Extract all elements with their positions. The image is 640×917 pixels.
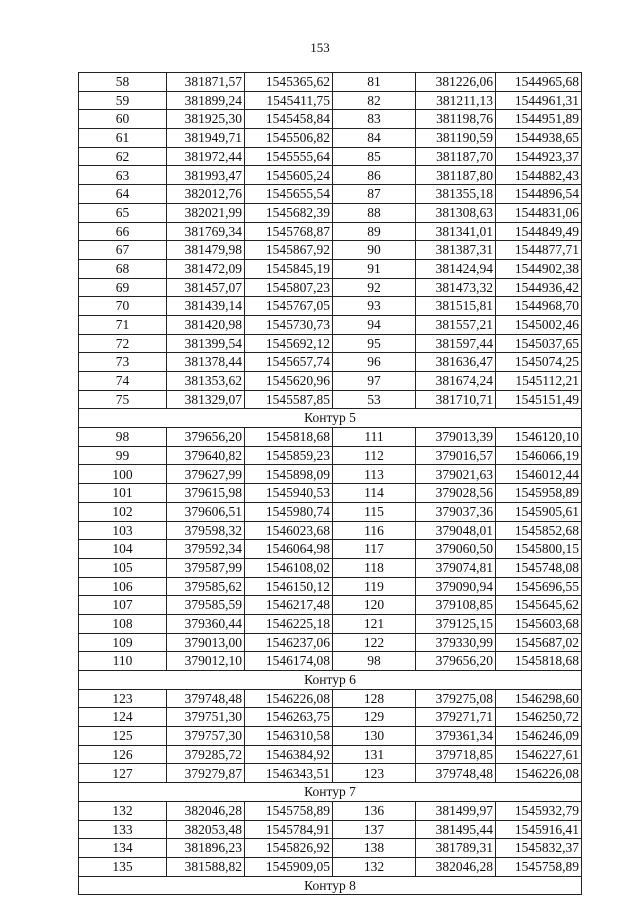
contour-label: Контур 7 — [79, 783, 582, 802]
point-number-cell: 96 — [333, 353, 416, 372]
point-number-cell: 102 — [79, 502, 167, 521]
point-number-cell: 59 — [79, 91, 167, 110]
table-row — [79, 652, 582, 671]
y-coordinate-cell: 1546237,06 — [245, 633, 333, 652]
point-number-cell: 115 — [333, 502, 416, 521]
point-number-cell: 132 — [79, 801, 167, 820]
contour-header-row — [79, 876, 582, 895]
y-coordinate-cell: 1544831,06 — [496, 203, 582, 222]
table-row — [79, 465, 582, 484]
coordinates-table — [78, 72, 582, 895]
table-row — [79, 540, 582, 559]
point-number-cell: 70 — [79, 297, 167, 316]
x-coordinate-cell: 381420,98 — [167, 315, 245, 334]
y-coordinate-cell: 1545767,05 — [245, 297, 333, 316]
point-number-cell: 88 — [333, 203, 416, 222]
x-coordinate-cell: 379587,99 — [167, 558, 245, 577]
point-number-cell: 128 — [333, 689, 416, 708]
point-number-cell: 72 — [79, 334, 167, 353]
y-coordinate-cell: 1545758,89 — [245, 801, 333, 820]
y-coordinate-cell: 1545905,61 — [496, 502, 582, 521]
y-coordinate-cell: 1544882,43 — [496, 166, 582, 185]
point-number-cell: 111 — [333, 428, 416, 447]
y-coordinate-cell: 1545958,89 — [496, 484, 582, 503]
y-coordinate-cell: 1544965,68 — [496, 73, 582, 92]
table-row — [79, 166, 582, 185]
x-coordinate-cell: 379627,99 — [167, 465, 245, 484]
x-coordinate-cell: 379275,08 — [416, 689, 496, 708]
table-row — [79, 372, 582, 391]
y-coordinate-cell: 1545682,39 — [245, 203, 333, 222]
table-row — [79, 801, 582, 820]
x-coordinate-cell: 381187,80 — [416, 166, 496, 185]
y-coordinate-cell: 1545980,74 — [245, 502, 333, 521]
y-coordinate-cell: 1545645,62 — [496, 596, 582, 615]
y-coordinate-cell: 1544936,42 — [496, 278, 582, 297]
y-coordinate-cell: 1545909,05 — [245, 857, 333, 876]
point-number-cell: 107 — [79, 596, 167, 615]
y-coordinate-cell: 1545655,54 — [245, 185, 333, 204]
x-coordinate-cell: 379279,87 — [167, 764, 245, 783]
table-row — [79, 428, 582, 447]
x-coordinate-cell: 381479,98 — [167, 241, 245, 260]
x-coordinate-cell: 381993,47 — [167, 166, 245, 185]
y-coordinate-cell: 1546064,98 — [245, 540, 333, 559]
x-coordinate-cell: 379271,71 — [416, 708, 496, 727]
y-coordinate-cell: 1545151,49 — [496, 390, 582, 409]
x-coordinate-cell: 379361,34 — [416, 727, 496, 746]
x-coordinate-cell: 381949,71 — [167, 129, 245, 148]
y-coordinate-cell: 1546343,51 — [245, 764, 333, 783]
point-number-cell: 83 — [333, 110, 416, 129]
y-coordinate-cell: 1545800,15 — [496, 540, 582, 559]
contour-header-row — [79, 783, 582, 802]
y-coordinate-cell: 1545940,53 — [245, 484, 333, 503]
point-number-cell: 61 — [79, 129, 167, 148]
x-coordinate-cell: 381308,63 — [416, 203, 496, 222]
y-coordinate-cell: 1546023,68 — [245, 521, 333, 540]
x-coordinate-cell: 379598,32 — [167, 521, 245, 540]
table-row — [79, 614, 582, 633]
y-coordinate-cell: 1545867,92 — [245, 241, 333, 260]
point-number-cell: 98 — [333, 652, 416, 671]
y-coordinate-cell: 1546225,18 — [245, 614, 333, 633]
x-coordinate-cell: 381499,97 — [416, 801, 496, 820]
point-number-cell: 69 — [79, 278, 167, 297]
point-number-cell: 62 — [79, 147, 167, 166]
y-coordinate-cell: 1545748,08 — [496, 558, 582, 577]
x-coordinate-cell: 382053,48 — [167, 820, 245, 839]
table-row — [79, 353, 582, 372]
point-number-cell: 64 — [79, 185, 167, 204]
point-number-cell: 132 — [333, 857, 416, 876]
table-row — [79, 129, 582, 148]
point-number-cell: 113 — [333, 465, 416, 484]
y-coordinate-cell: 1546012,44 — [496, 465, 582, 484]
point-number-cell: 66 — [79, 222, 167, 241]
x-coordinate-cell: 381495,44 — [416, 820, 496, 839]
x-coordinate-cell: 379640,82 — [167, 446, 245, 465]
table-row — [79, 689, 582, 708]
point-number-cell: 116 — [333, 521, 416, 540]
x-coordinate-cell: 381674,24 — [416, 372, 496, 391]
y-coordinate-cell: 1546310,58 — [245, 727, 333, 746]
x-coordinate-cell: 379016,57 — [416, 446, 496, 465]
x-coordinate-cell: 379615,98 — [167, 484, 245, 503]
x-coordinate-cell: 382046,28 — [167, 801, 245, 820]
table-row — [79, 259, 582, 278]
x-coordinate-cell: 381769,34 — [167, 222, 245, 241]
point-number-cell: 97 — [333, 372, 416, 391]
x-coordinate-cell: 379748,48 — [416, 764, 496, 783]
y-coordinate-cell: 1546226,08 — [496, 764, 582, 783]
y-coordinate-cell: 1545758,89 — [496, 857, 582, 876]
y-coordinate-cell: 1546226,08 — [245, 689, 333, 708]
x-coordinate-cell: 379751,30 — [167, 708, 245, 727]
table-row — [79, 727, 582, 746]
x-coordinate-cell: 379606,51 — [167, 502, 245, 521]
point-number-cell: 124 — [79, 708, 167, 727]
y-coordinate-cell: 1546108,02 — [245, 558, 333, 577]
x-coordinate-cell: 379013,00 — [167, 633, 245, 652]
y-coordinate-cell: 1546150,12 — [245, 577, 333, 596]
contour-label: Контур 8 — [79, 876, 582, 895]
x-coordinate-cell: 379360,44 — [167, 614, 245, 633]
x-coordinate-cell: 381424,94 — [416, 259, 496, 278]
table-row — [79, 390, 582, 409]
y-coordinate-cell: 1545818,68 — [496, 652, 582, 671]
y-coordinate-cell: 1545555,64 — [245, 147, 333, 166]
y-coordinate-cell: 1545859,23 — [245, 446, 333, 465]
coordinates-table-body — [79, 73, 582, 895]
table-row — [79, 764, 582, 783]
x-coordinate-cell: 381387,31 — [416, 241, 496, 260]
point-number-cell: 123 — [79, 689, 167, 708]
y-coordinate-cell: 1545807,23 — [245, 278, 333, 297]
table-row — [79, 820, 582, 839]
point-number-cell: 118 — [333, 558, 416, 577]
point-number-cell: 110 — [79, 652, 167, 671]
x-coordinate-cell: 381198,76 — [416, 110, 496, 129]
point-number-cell: 93 — [333, 297, 416, 316]
y-coordinate-cell: 1545458,84 — [245, 110, 333, 129]
x-coordinate-cell: 381226,06 — [416, 73, 496, 92]
y-coordinate-cell: 1545074,25 — [496, 353, 582, 372]
x-coordinate-cell: 381588,82 — [167, 857, 245, 876]
point-number-cell: 87 — [333, 185, 416, 204]
y-coordinate-cell: 1544938,65 — [496, 129, 582, 148]
x-coordinate-cell: 381472,09 — [167, 259, 245, 278]
x-coordinate-cell: 382046,28 — [416, 857, 496, 876]
table-row — [79, 633, 582, 652]
x-coordinate-cell: 381399,54 — [167, 334, 245, 353]
x-coordinate-cell: 381925,30 — [167, 110, 245, 129]
y-coordinate-cell: 1545687,02 — [496, 633, 582, 652]
x-coordinate-cell: 381473,32 — [416, 278, 496, 297]
y-coordinate-cell: 1545587,85 — [245, 390, 333, 409]
table-row — [79, 315, 582, 334]
x-coordinate-cell: 381899,24 — [167, 91, 245, 110]
point-number-cell: 125 — [79, 727, 167, 746]
point-number-cell: 137 — [333, 820, 416, 839]
x-coordinate-cell: 381341,01 — [416, 222, 496, 241]
point-number-cell: 92 — [333, 278, 416, 297]
y-coordinate-cell: 1545037,65 — [496, 334, 582, 353]
point-number-cell: 119 — [333, 577, 416, 596]
point-number-cell: 75 — [79, 390, 167, 409]
contour-header-row — [79, 409, 582, 428]
x-coordinate-cell: 381190,59 — [416, 129, 496, 148]
y-coordinate-cell: 1545768,87 — [245, 222, 333, 241]
x-coordinate-cell: 379013,39 — [416, 428, 496, 447]
x-coordinate-cell: 381636,47 — [416, 353, 496, 372]
x-coordinate-cell: 379028,56 — [416, 484, 496, 503]
y-coordinate-cell: 1545916,41 — [496, 820, 582, 839]
table-row — [79, 857, 582, 876]
y-coordinate-cell: 1545506,82 — [245, 129, 333, 148]
point-number-cell: 71 — [79, 315, 167, 334]
point-number-cell: 126 — [79, 745, 167, 764]
point-number-cell: 103 — [79, 521, 167, 540]
point-number-cell: 114 — [333, 484, 416, 503]
point-number-cell: 81 — [333, 73, 416, 92]
y-coordinate-cell: 1545112,21 — [496, 372, 582, 391]
point-number-cell: 85 — [333, 147, 416, 166]
x-coordinate-cell: 379090,94 — [416, 577, 496, 596]
point-number-cell: 136 — [333, 801, 416, 820]
y-coordinate-cell: 1544968,70 — [496, 297, 582, 316]
y-coordinate-cell: 1546217,48 — [245, 596, 333, 615]
y-coordinate-cell: 1545932,79 — [496, 801, 582, 820]
x-coordinate-cell: 381515,81 — [416, 297, 496, 316]
y-coordinate-cell: 1544902,38 — [496, 259, 582, 278]
table-row — [79, 241, 582, 260]
table-row — [79, 185, 582, 204]
point-number-cell: 106 — [79, 577, 167, 596]
point-number-cell: 129 — [333, 708, 416, 727]
table-row — [79, 708, 582, 727]
x-coordinate-cell: 381871,57 — [167, 73, 245, 92]
table-row — [79, 73, 582, 92]
point-number-cell: 100 — [79, 465, 167, 484]
contour-label: Контур 6 — [79, 671, 582, 690]
point-number-cell: 91 — [333, 259, 416, 278]
table-row — [79, 203, 582, 222]
table-row — [79, 558, 582, 577]
point-number-cell: 68 — [79, 259, 167, 278]
point-number-cell: 134 — [79, 839, 167, 858]
x-coordinate-cell: 381378,44 — [167, 353, 245, 372]
y-coordinate-cell: 1545784,91 — [245, 820, 333, 839]
point-number-cell: 67 — [79, 241, 167, 260]
y-coordinate-cell: 1545603,68 — [496, 614, 582, 633]
y-coordinate-cell: 1545852,68 — [496, 521, 582, 540]
x-coordinate-cell: 382012,76 — [167, 185, 245, 204]
table-row — [79, 222, 582, 241]
table-row — [79, 596, 582, 615]
x-coordinate-cell: 381457,07 — [167, 278, 245, 297]
table-row — [79, 521, 582, 540]
point-number-cell: 84 — [333, 129, 416, 148]
point-number-cell: 117 — [333, 540, 416, 559]
table-row — [79, 745, 582, 764]
contour-header-row — [79, 671, 582, 690]
x-coordinate-cell: 379748,48 — [167, 689, 245, 708]
y-coordinate-cell: 1546384,92 — [245, 745, 333, 764]
x-coordinate-cell: 381789,31 — [416, 839, 496, 858]
point-number-cell: 89 — [333, 222, 416, 241]
table-row — [79, 278, 582, 297]
point-number-cell: 123 — [333, 764, 416, 783]
y-coordinate-cell: 1545845,19 — [245, 259, 333, 278]
point-number-cell: 95 — [333, 334, 416, 353]
table-row — [79, 839, 582, 858]
y-coordinate-cell: 1546120,10 — [496, 428, 582, 447]
y-coordinate-cell: 1545692,12 — [245, 334, 333, 353]
x-coordinate-cell: 379012,10 — [167, 652, 245, 671]
point-number-cell: 90 — [333, 241, 416, 260]
point-number-cell: 135 — [79, 857, 167, 876]
y-coordinate-cell: 1544923,37 — [496, 147, 582, 166]
point-number-cell: 65 — [79, 203, 167, 222]
y-coordinate-cell: 1544961,31 — [496, 91, 582, 110]
point-number-cell: 109 — [79, 633, 167, 652]
y-coordinate-cell: 1546263,75 — [245, 708, 333, 727]
point-number-cell: 82 — [333, 91, 416, 110]
x-coordinate-cell: 379330,99 — [416, 633, 496, 652]
y-coordinate-cell: 1546227,61 — [496, 745, 582, 764]
y-coordinate-cell: 1546174,08 — [245, 652, 333, 671]
y-coordinate-cell: 1544849,49 — [496, 222, 582, 241]
table-row — [79, 484, 582, 503]
y-coordinate-cell: 1546066,19 — [496, 446, 582, 465]
x-coordinate-cell: 381187,70 — [416, 147, 496, 166]
y-coordinate-cell: 1545605,24 — [245, 166, 333, 185]
y-coordinate-cell: 1544896,54 — [496, 185, 582, 204]
table-row — [79, 110, 582, 129]
x-coordinate-cell: 381896,23 — [167, 839, 245, 858]
y-coordinate-cell: 1545002,46 — [496, 315, 582, 334]
table-row — [79, 147, 582, 166]
y-coordinate-cell: 1545365,62 — [245, 73, 333, 92]
x-coordinate-cell: 381355,18 — [416, 185, 496, 204]
y-coordinate-cell: 1545620,96 — [245, 372, 333, 391]
x-coordinate-cell: 381439,14 — [167, 297, 245, 316]
y-coordinate-cell: 1545730,73 — [245, 315, 333, 334]
x-coordinate-cell: 379125,15 — [416, 614, 496, 633]
point-number-cell: 101 — [79, 484, 167, 503]
x-coordinate-cell: 379585,59 — [167, 596, 245, 615]
point-number-cell: 131 — [333, 745, 416, 764]
table-row — [79, 577, 582, 596]
point-number-cell: 73 — [79, 353, 167, 372]
point-number-cell: 86 — [333, 166, 416, 185]
x-coordinate-cell: 379074,81 — [416, 558, 496, 577]
point-number-cell: 58 — [79, 73, 167, 92]
y-coordinate-cell: 1545696,55 — [496, 577, 582, 596]
point-number-cell: 112 — [333, 446, 416, 465]
table-row — [79, 334, 582, 353]
point-number-cell: 121 — [333, 614, 416, 633]
table-row — [79, 297, 582, 316]
point-number-cell: 94 — [333, 315, 416, 334]
point-number-cell: 105 — [79, 558, 167, 577]
page-number: 153 — [310, 40, 330, 55]
x-coordinate-cell: 381211,13 — [416, 91, 496, 110]
y-coordinate-cell: 1545826,92 — [245, 839, 333, 858]
point-number-cell: 138 — [333, 839, 416, 858]
y-coordinate-cell: 1544951,89 — [496, 110, 582, 129]
x-coordinate-cell: 379656,20 — [167, 428, 245, 447]
x-coordinate-cell: 381329,07 — [167, 390, 245, 409]
point-number-cell: 74 — [79, 372, 167, 391]
x-coordinate-cell: 379285,72 — [167, 745, 245, 764]
x-coordinate-cell: 381972,44 — [167, 147, 245, 166]
point-number-cell: 60 — [79, 110, 167, 129]
point-number-cell: 133 — [79, 820, 167, 839]
point-number-cell: 53 — [333, 390, 416, 409]
point-number-cell: 108 — [79, 614, 167, 633]
x-coordinate-cell: 381557,21 — [416, 315, 496, 334]
point-number-cell: 98 — [79, 428, 167, 447]
x-coordinate-cell: 379060,50 — [416, 540, 496, 559]
x-coordinate-cell: 381710,71 — [416, 390, 496, 409]
point-number-cell: 120 — [333, 596, 416, 615]
table-row — [79, 446, 582, 465]
x-coordinate-cell: 379108,85 — [416, 596, 496, 615]
y-coordinate-cell: 1546246,09 — [496, 727, 582, 746]
x-coordinate-cell: 382021,99 — [167, 203, 245, 222]
x-coordinate-cell: 381353,62 — [167, 372, 245, 391]
y-coordinate-cell: 1546298,60 — [496, 689, 582, 708]
x-coordinate-cell: 379037,36 — [416, 502, 496, 521]
y-coordinate-cell: 1544877,71 — [496, 241, 582, 260]
x-coordinate-cell: 379656,20 — [416, 652, 496, 671]
point-number-cell: 63 — [79, 166, 167, 185]
y-coordinate-cell: 1545411,75 — [245, 91, 333, 110]
contour-label: Контур 5 — [79, 409, 582, 428]
y-coordinate-cell: 1545898,09 — [245, 465, 333, 484]
y-coordinate-cell: 1545832,37 — [496, 839, 582, 858]
x-coordinate-cell: 379718,85 — [416, 745, 496, 764]
x-coordinate-cell: 379592,34 — [167, 540, 245, 559]
x-coordinate-cell: 381597,44 — [416, 334, 496, 353]
y-coordinate-cell: 1545657,74 — [245, 353, 333, 372]
point-number-cell: 130 — [333, 727, 416, 746]
y-coordinate-cell: 1545818,68 — [245, 428, 333, 447]
y-coordinate-cell: 1546250,72 — [496, 708, 582, 727]
table-row — [79, 91, 582, 110]
point-number-cell: 99 — [79, 446, 167, 465]
point-number-cell: 122 — [333, 633, 416, 652]
point-number-cell: 104 — [79, 540, 167, 559]
point-number-cell: 127 — [79, 764, 167, 783]
table-row — [79, 502, 582, 521]
x-coordinate-cell: 379757,30 — [167, 727, 245, 746]
x-coordinate-cell: 379585,62 — [167, 577, 245, 596]
x-coordinate-cell: 379048,01 — [416, 521, 496, 540]
x-coordinate-cell: 379021,63 — [416, 465, 496, 484]
